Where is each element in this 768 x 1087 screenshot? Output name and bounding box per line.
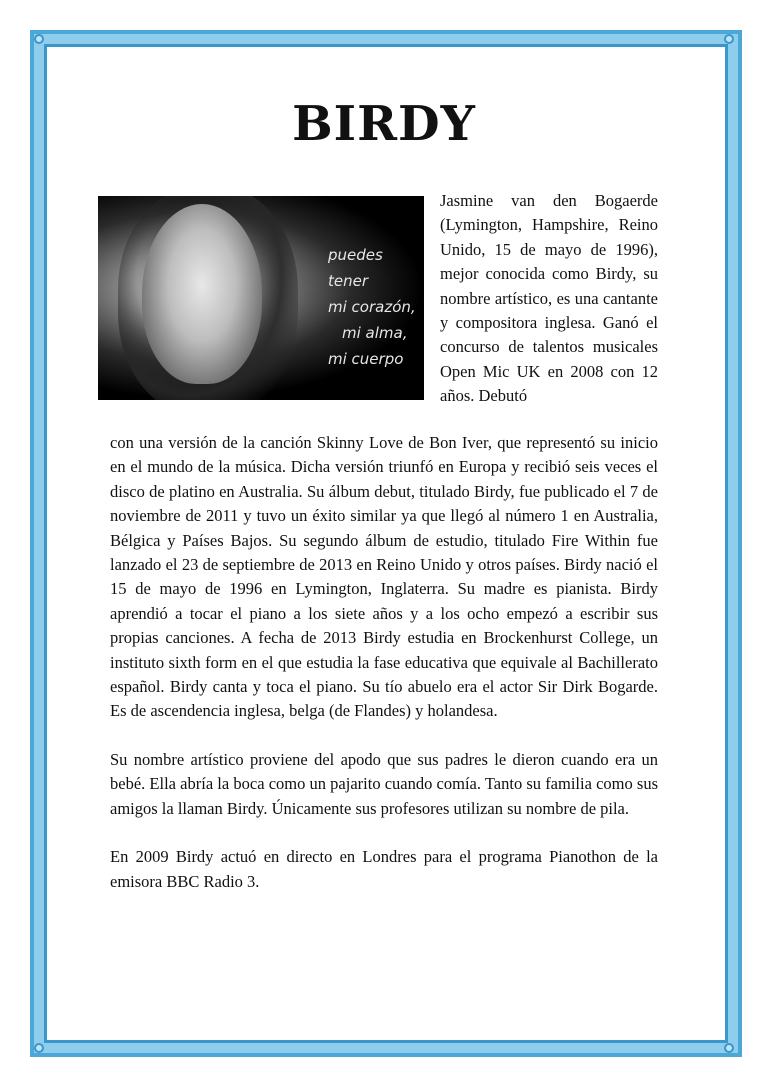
paragraph-gap [110,724,658,748]
paragraph-biography: con una versión de la canción Skinny Love de Bon Iver, que representó su inicio en el mundo de la música. Dicha versión triunfó en Europa y recibió seis veces el disco de platino en Australia. Su álbum debut, titulado Birdy, fue publicado el 7 de noviembre de 2011 y tuvo un éxito similar ya que llegó al número 1 en Australia, Bélgica y Países Bajos. Su segundo álbum de estudio, titulado Fire Within fue lanzado el 23 de septiembre de 2013 en Reino Unido y otros países. Birdy nació el 15 de mayo de 1996 en Lymington, Inglaterra. Su madre es pianista. Birdy aprendió a tocar el piano a los siete años y a los ocho empezó a escribir sus propias canciones. A fecha de 2013 Birdy estudia en Brockenhurst College, un instituto sixth form en el que estudia la fase educativa que equivale al Bachillerato español. Birdy canta y toca el piano. Su tío abuelo era el actor Sir Dirk Bogarde. Es de ascendencia inglesa, belga (de Flandes) y holandesa. [110,433,658,721]
photo-caption-line: mi cuerpo [328,350,404,368]
corner-ornament-bottom-right [724,1043,734,1053]
corner-ornament-bottom-left [34,1043,44,1053]
body-text [110,431,658,894]
paragraph-gap [110,821,658,845]
corner-ornament-top-left [34,34,44,44]
photo-face [142,204,262,384]
artist-photo [98,196,424,400]
photo-caption-line: puedes tener [328,246,383,290]
photo-caption-line: mi alma, [342,324,408,342]
photo-caption-line: mi corazón, [328,298,416,316]
corner-ornament-top-right [724,34,734,44]
photo-caption [328,242,424,372]
page-title: BIRDY [292,96,476,152]
intro-paragraph: Jasmine van den Bogaerde (Lymington, Hampshire, Reino Unido, 15 de mayo de 1996), mejor conocida como Birdy, su nombre artístico, es una cantante y compositora inglesa. Ganó el concurso de talentos musicales Open Mic UK en 2008 con 12 años. Debutó [440,191,658,406]
paragraph-nickname: Su nombre artístico proviene del apodo que sus padres le dieron cuando era un bebé. Ella abría la boca como un pajarito cuando comía. Tanto su familia como sus amigos la llaman Birdy. Únicamente sus profesores utilizan su nombre de pila. [110,749,658,818]
paragraph-pianothon: En 2009 Birdy actuó en directo en Londres para el programa Pianothon de la emisora BBC Radio 3. [110,847,658,891]
